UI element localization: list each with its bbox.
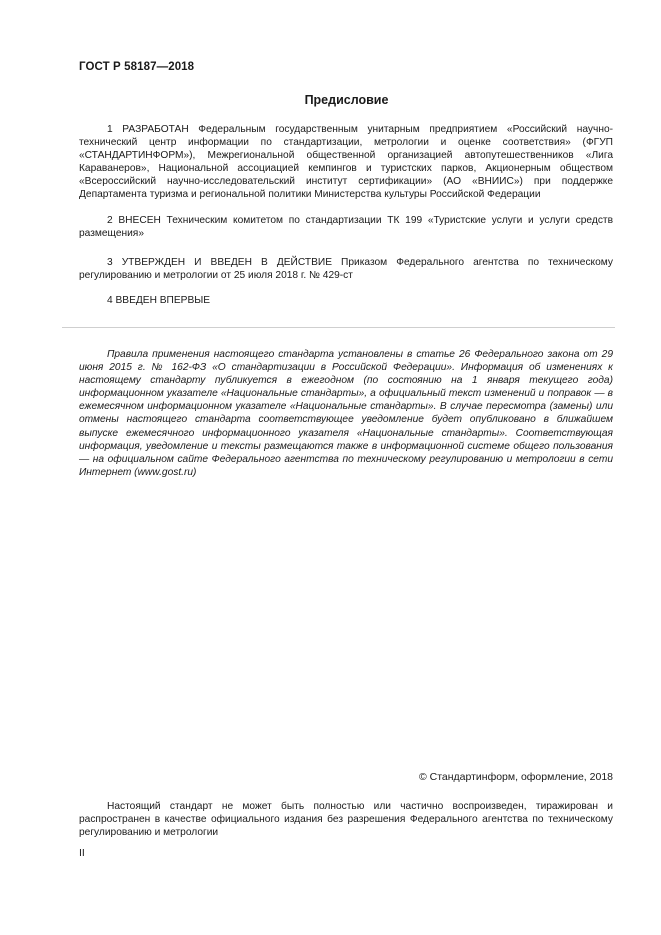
page-number: II xyxy=(79,847,85,859)
rules-of-application-note: Правила применения настоящего стандарта установлены в статье 26 Федерального закона от 29 июня 2015 г. № 162-ФЗ «О стандартизации в Российской Федерации». Информация об изменениях к настоящему стандарту публикуется в ежегодном (по состоянию на 1 января текущего года) информационном указателе «Национальные стандарты», а официальный текст изменений и поправок — в ежемесячном информационном указателе «Национальные стандарты». В случае пересмотра (замены) или отмены настоящего стандарта соответствующее уведомление будет опубликовано в ближайшем выпуске ежемесячного информационного указателя «Национальные стандарты». Соответствующая информация, уведомление и тексты размещаются также в информационной системе общего пользования — на официальном сайте Федерального агентства по техническому регулированию и метрологии в сети Интернет (www.gost.ru) xyxy=(79,349,613,478)
copyright-line: © Стандартинформ, оформление, 2018 xyxy=(418,771,613,783)
document-code: ГОСТ Р 58187—2018 xyxy=(79,61,195,73)
reproduction-notice: Настоящий стандарт не может быть полностью или частично воспроизведен, тиражирован и распространен в качестве официального издания без разрешения Федерального агентства по техническому регулированию и метрологии xyxy=(79,801,613,839)
preface-title: Предисловие xyxy=(304,93,389,107)
preface-item-developed: 1 РАЗРАБОТАН Федеральным государственным унитарным предприятием «Российский научно-технический центр информации по стандартизации, метрологии и оценке соответствия» (ФГУП «СТАНДАРТИНФОРМ»), Межрегиональной общественной организацией автопутешественников «Лига Караванеров», Национальной ассоциацией кемпингов и туристских парков, Акционерным обществом «Всероссийский научно-исследовательский институт сертификации» (АО «ВНИИС») при поддержке Департамента туризма и региональной политики Министерства культуры Российской Федерации xyxy=(79,124,613,201)
preface-item-first-introduced: 4 ВВЕДЕН ВПЕРВЫЕ xyxy=(107,295,211,306)
preface-item-introduced: 2 ВНЕСЕН Техническим комитетом по стандартизации ТК 199 «Туристские услуги и услуги средств размещения» xyxy=(79,215,613,240)
section-divider xyxy=(62,327,615,328)
preface-item-approved: 3 УТВЕРЖДЕН И ВВЕДЕН В ДЕЙСТВИЕ Приказом Федерального агентства по техническому регулированию и метрологии от 25 июля 2018 г. № 429-ст xyxy=(79,257,613,282)
